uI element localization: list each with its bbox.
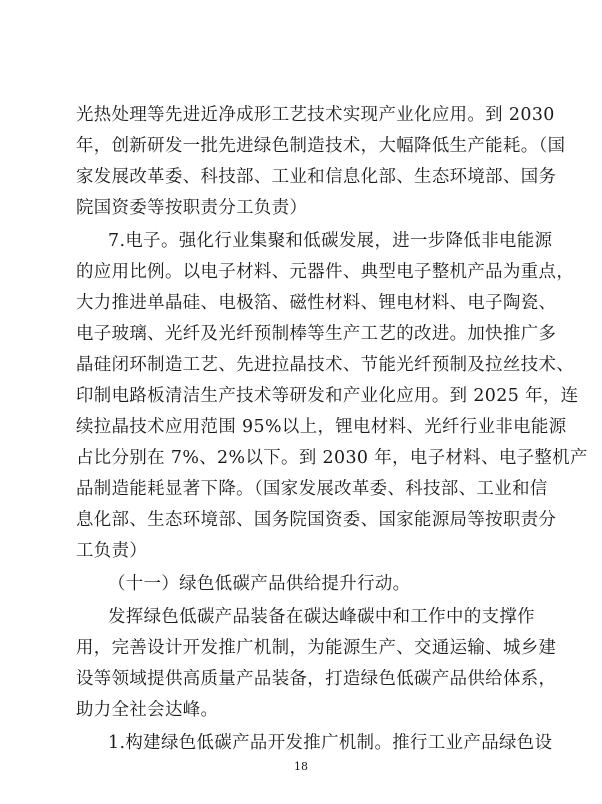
text-line: 电子玻璃、光纤及光纤预制棒等生产工艺的改进。加快推广多	[76, 324, 557, 344]
section-heading: （十一）绿色低碳产品供给提升行动。	[108, 574, 411, 594]
text-line: 用，完善设计开发推广机制，为能源生产、交通运输、城乡建	[76, 638, 557, 658]
paragraph-start-line: 发挥绿色低碳产品装备在碳达峰碳中和工作中的支撑作	[108, 607, 535, 627]
text-line: 大力推进单晶硅、电极箔、磁性材料、锂电材料、电子陶瓷、	[76, 293, 557, 313]
text-line: 年，创新研发一批先进绿色制造技术，大幅降低生产能耗。（国	[76, 136, 566, 156]
paragraph-start-line: 1.构建绿色低碳产品开发推广机制。推行工业产品绿色设	[108, 733, 553, 753]
text-line: 晶硅闭环制造工艺、先进拉晶技术、节能光纤预制及拉丝技术、	[76, 355, 575, 375]
text-line: 设等领域提供高质量产品装备，打造绿色低碳产品供给体系，	[76, 669, 557, 689]
text-line: 院国资委等按职责分工负责）	[76, 198, 308, 218]
text-line: 占比分别在 7%、2%以下。到 2030 年，电子材料、电子整机产	[76, 448, 588, 468]
text-line: 的应用比例。以电子材料、元器件、典型电子整机产品为重点，	[76, 262, 575, 282]
text-line: 续拉晶技术应用范围 95%以上，锂电材料、光纤行业非电能源	[76, 417, 567, 437]
text-line: 助力全社会达峰。	[76, 700, 219, 720]
text-line: 工负责）	[76, 541, 148, 561]
text-line: 光热处理等先进近净成形工艺技术实现产业化应用。到 2030	[76, 105, 555, 125]
paragraph-start-line: 7.电子。强化行业集聚和低碳发展，进一步降低非电能源	[108, 231, 553, 251]
text-line: 息化部、生态环境部、国务院国资委、国家能源局等按职责分	[76, 510, 557, 530]
text-line: 印制电路板清洁生产技术等研发和产业化应用。到 2025 年，连	[76, 386, 579, 406]
page-number: 18	[294, 760, 308, 773]
text-line: 品制造能耗显著下降。（国家发展改革委、科技部、工业和信	[76, 479, 548, 499]
text-line: 家发展改革委、科技部、工业和信息化部、生态环境部、国务	[76, 167, 557, 187]
